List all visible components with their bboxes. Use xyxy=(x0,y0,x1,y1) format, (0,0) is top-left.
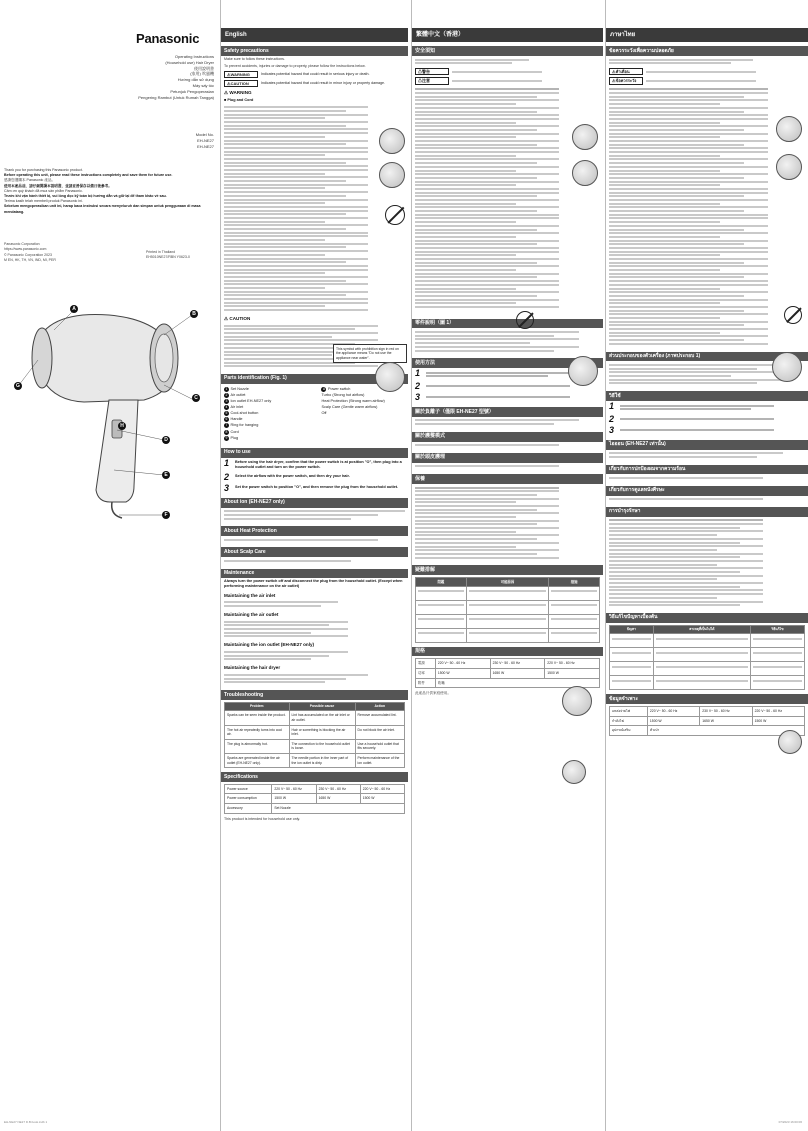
specifications-table xyxy=(415,658,600,688)
language-header: ภาษาไทย xyxy=(606,28,808,42)
corp-line: M EN, HK, TH, VN, IND, MI, PER xyxy=(4,257,56,262)
section-header: 規格 xyxy=(412,647,603,657)
plug-photo-icon xyxy=(776,116,802,142)
section-header: 保養 xyxy=(412,474,603,484)
section-header: ไอออน (EH-NE27 เท่านั้น) xyxy=(606,440,808,450)
section-header: Specifications xyxy=(221,772,408,782)
woman-drying-hair-icon xyxy=(568,356,598,386)
print-footer: 07/2023 16:00:06 xyxy=(778,1120,802,1124)
table-row: Accessory Set Nozzle xyxy=(225,804,405,814)
body-text: To prevent accidents, injuries or damage to property, please follow the instructions below. xyxy=(224,63,366,68)
maintenance-note: Always turn the power switch off and disconnect the plug from the household outlet. (Except when performing maintenance on the air outlet) xyxy=(224,579,403,589)
how-to-step: 1 xyxy=(606,401,808,414)
section-header: เกี่ยวกับการดูแลหนังศีรษะ xyxy=(606,486,808,496)
table-header: Action xyxy=(355,702,404,711)
table-row xyxy=(416,628,600,642)
callout-marker: F xyxy=(162,511,170,519)
section-header: About Scalp Care xyxy=(221,547,408,557)
instr-line: Hướng dẫn sử dụng xyxy=(177,77,214,83)
maintenance-subheading: Maintaining the air outlet xyxy=(224,611,279,617)
text-block xyxy=(412,328,582,354)
text-block xyxy=(221,618,351,640)
table-row: 附件 吹嘴 xyxy=(416,678,600,688)
power-switch-label: A Power switch xyxy=(322,386,351,391)
instr-line: Pengering Rambut (Untuk Rumah Tangga) xyxy=(138,94,214,100)
warning-legend xyxy=(221,70,408,79)
spec-note: This product is intended for household use only. xyxy=(224,816,301,821)
section-header: 使用方法 xyxy=(412,358,603,368)
section-header: Troubleshooting xyxy=(221,690,408,700)
callout-marker: B xyxy=(190,310,198,318)
switch-option: Turbo (Strong hot airflow) xyxy=(321,392,365,397)
how-to-step: 1 xyxy=(412,368,603,381)
woman-drying-hair-icon xyxy=(375,362,405,392)
table-header: 措施 xyxy=(549,578,600,587)
table-row xyxy=(610,676,805,690)
corp-line: Panasonic Corporation xyxy=(4,242,40,246)
table-row: Power consumption 1500 W 1650 W 1500 W xyxy=(225,794,405,804)
woman-drying-hair-icon xyxy=(772,352,802,382)
ion-outlet-cleaning-icon xyxy=(562,760,586,784)
spec-note: 此產品只供家庭使用。 xyxy=(415,691,451,696)
chinese-column xyxy=(411,0,603,1131)
instr-line: Máy sấy tóc xyxy=(192,82,214,88)
how-to-step: 3 xyxy=(412,392,603,403)
section-header: 疑難排解 xyxy=(412,565,603,575)
text-block xyxy=(606,517,766,609)
printed-info xyxy=(146,250,190,261)
table-row: Sparks can be seen inside the product. Lint has accumulated on the air inlet or air outlet. Remove accumulated lint. xyxy=(225,711,405,725)
table-row: Power source 220 V~ 50 - 60 Hz 230 V~ 50 - 60 Hz 220 V~ 50 - 60 Hz xyxy=(225,784,405,794)
table-header: วิธีแก้ไข xyxy=(750,625,804,634)
part-item: 6 Handle xyxy=(225,417,243,422)
table-header: สาเหตุที่เป็นไปได้ xyxy=(653,625,750,634)
text-block xyxy=(221,648,351,663)
warning-heading: ⚠ WARNING xyxy=(224,90,252,96)
text-block xyxy=(606,474,766,481)
warning-legend: ⚠คำเตือน xyxy=(606,67,808,76)
table-row xyxy=(416,600,600,614)
text-block xyxy=(606,496,766,503)
plug-photo-icon xyxy=(379,162,405,188)
text-block xyxy=(412,484,562,561)
table-header: ปัญหา xyxy=(610,625,654,634)
body-text: Make sure to follow these instructions. xyxy=(224,56,285,61)
section-header: ข้อควรระวังเพื่อความปลอดภัย xyxy=(606,46,808,56)
maintenance-subheading: Maintaining the air inlet xyxy=(224,592,276,598)
caution-legend: ⚠注意 xyxy=(412,76,603,85)
language-header: 繁體中文（香港） xyxy=(412,28,603,42)
section-header: 關於頭皮護理 xyxy=(412,453,603,463)
print-footer: EH-NE27 NE27 D.B.book.indb 1 xyxy=(4,1120,48,1124)
instr-line: Petunjuk Pengoperasian xyxy=(170,88,214,94)
language-header: English xyxy=(221,28,408,42)
text-block xyxy=(606,56,756,67)
troubleshooting-table xyxy=(224,702,405,768)
how-to-step: 2 xyxy=(606,414,808,425)
caution-desc: Indicates potential hazard that could result in minor injury or property damage. xyxy=(261,81,386,86)
section-header: Parts identification (Fig. 1) xyxy=(221,374,408,384)
thanks-line: Sebelum mengoperasikan unit ini, harap baca instruksi secara menyeluruh dan simpan untuk penggunaan di masa mendatang. xyxy=(4,204,201,214)
section-header: Safety precautions xyxy=(221,46,408,56)
text-block xyxy=(221,104,371,314)
troubleshooting-table xyxy=(609,625,805,691)
part-item: 2 Air outlet xyxy=(225,392,246,397)
caution-legend xyxy=(221,79,408,88)
how-to-step: 3 xyxy=(606,425,808,436)
section-header: How to use xyxy=(221,448,408,458)
callout-marker: D xyxy=(162,436,170,444)
instr-line: 使用說明書 xyxy=(194,65,214,71)
table-row xyxy=(610,662,805,676)
thanks-line: Terima kasih telah membeli produk Panasonic ini. xyxy=(4,199,83,204)
thanks-line: Cảm ơn quý khách đã mua sản phẩm Panasonic. xyxy=(4,188,83,193)
plug-heading: ■ Plug and Cord xyxy=(224,97,254,102)
text-block xyxy=(412,86,562,311)
plug-photo-icon xyxy=(572,124,598,150)
section-header: เกี่ยวกับการปกป้องผมจากความร้อน xyxy=(606,465,808,475)
section-header: วิธีแก้ไขปัญหาเบื้องต้น xyxy=(606,613,808,623)
model-label: Model No. xyxy=(195,132,214,137)
caution-heading: ⚠ CAUTION xyxy=(224,315,251,321)
air-inlet-cleaning-icon xyxy=(562,686,592,716)
maintenance-subheading: Maintaining the ion outlet (EH-NE27 only) xyxy=(224,642,315,648)
thanks-line: Trước khi vận hành thiết bị, vui lòng đọc kỹ toàn bộ hướng dẫn và giữ lại để tham khảo về sau. xyxy=(4,194,167,199)
callout-marker: C xyxy=(192,394,200,402)
text-block xyxy=(412,56,532,67)
model-number: EH-NE27 xyxy=(197,138,214,143)
part-item: 4 Air inlet xyxy=(225,405,244,410)
text-block xyxy=(412,463,562,470)
brand-logo: Panasonic xyxy=(136,31,200,46)
section-header: 安全須知 xyxy=(412,46,603,56)
warning-legend: ⚠警告 xyxy=(412,67,603,76)
callout-marker: G xyxy=(14,382,22,390)
plug-photo-icon xyxy=(379,128,405,154)
how-to-step: 2 Select the airflow with the power switch, and then dry your hair. xyxy=(224,471,350,482)
how-to-step: 2 xyxy=(412,381,603,392)
instr-line: (Household use) Hair Dryer xyxy=(165,59,214,65)
instr-line: (家用) 吹風機 xyxy=(190,71,214,77)
corp-url: https://www.panasonic.com xyxy=(4,247,47,252)
table-header: Problem xyxy=(225,702,290,711)
section-header: การบำรุงรักษา xyxy=(606,507,808,517)
corp-line: © Panasonic Corporation 2023 xyxy=(4,252,52,257)
troubleshooting-table xyxy=(415,577,600,643)
text-block xyxy=(606,86,771,348)
bathtub-warning-note: This symbol with prohibition sign in red on the appliance means "Do not use the appliance near water". xyxy=(333,344,407,363)
table-row: กำลังไฟ 1500 W 1650 W 1500 W xyxy=(610,716,805,726)
thanks-line: Before operating this unit, please read these instructions completely and save them for future use. xyxy=(4,173,173,178)
no-water-prohibition-icon xyxy=(516,311,534,329)
model-number: EH-NE27 xyxy=(197,144,214,149)
part-item: 7 Ring for hanging xyxy=(225,423,259,428)
table-row: แหล่งจ่ายไฟ 220 V~ 50 - 60 Hz 230 V~ 50 - 60 Hz 220 V~ 50 - 60 Hz xyxy=(610,706,805,716)
callout-marker: E xyxy=(162,471,170,479)
text-block xyxy=(221,508,408,523)
table-row: 電源 220 V~ 50 - 60 Hz 230 V~ 50 - 60 Hz 220 V~ 50 - 60 Hz xyxy=(416,659,600,669)
section-header: ส่วนประกอบของตัวเครื่อง (ภาพประกอบ 1) xyxy=(606,352,808,362)
maintenance-subheading: Maintaining the hair dryer xyxy=(224,665,281,671)
thanks-line: 感謝您選購本 Panasonic 產品。 xyxy=(4,178,56,183)
part-item: 5 Cool-shot button xyxy=(225,411,259,416)
section-header: 關於負離子（僅限 EH-NE27 型號） xyxy=(412,407,603,417)
table-row: The hot air repeatedly turns into cool air. Hair or something is blocking the air inlet. Do not block the air inlet. xyxy=(225,725,405,739)
text-block xyxy=(221,599,341,610)
printed-code: EH5010NE27/RBN Y0623-0 xyxy=(146,255,190,260)
table-row xyxy=(416,586,600,600)
text-block xyxy=(606,450,786,461)
caution-tag: ⚠CAUTION xyxy=(224,80,258,87)
air-outlet-cleaning-icon xyxy=(778,730,802,754)
part-item: 8 Cord xyxy=(225,429,239,434)
section-header: วิธีใช้ xyxy=(606,391,808,401)
table-row xyxy=(610,648,805,662)
plug-photo-icon xyxy=(572,160,598,186)
printed-line: Printed in Thailand xyxy=(146,250,176,254)
thanks-line: 使用本產品前，請仔細閱讀本說明書，並請妥善保存以備日後參考。 xyxy=(4,183,112,188)
part-item: 1 Set Nozzle xyxy=(225,386,249,391)
table-row xyxy=(610,634,805,648)
table-header: Possible cause xyxy=(289,702,355,711)
caution-legend: ⚠ข้อควรระวัง xyxy=(606,76,808,85)
model-numbers xyxy=(196,132,214,150)
parts-list xyxy=(221,384,408,444)
table-header: 問題 xyxy=(416,578,467,587)
section-header: ข้อมูลจำเพาะ xyxy=(606,694,808,704)
table-row: อุปกรณ์เสริม หัวเป่า xyxy=(610,726,805,736)
callout-marker: A xyxy=(70,305,78,313)
text-block xyxy=(606,361,786,387)
section-header: 零件說明（圖 1） xyxy=(412,319,603,329)
switch-option: Off xyxy=(321,411,327,416)
text-block xyxy=(221,557,408,564)
text-block xyxy=(221,536,408,543)
text-block xyxy=(221,671,371,686)
section-header: About Heat Protection xyxy=(221,526,408,536)
table-row: Sparks are generated inside the air outlet (EH-NE27 only). The needle portion in the inner part of the ion outlet is dirty. Perform maintenance of the ion outlet. xyxy=(225,753,405,767)
section-header: 關於護髮模式 xyxy=(412,432,603,442)
thanks-text xyxy=(4,168,214,215)
warning-tag: ⚠WARNING xyxy=(224,71,258,78)
switch-option: Heat Protection (Strong warm airflow) xyxy=(321,398,385,403)
no-water-prohibition-icon xyxy=(385,205,405,225)
specifications-table xyxy=(609,706,805,736)
english-column xyxy=(220,0,408,1131)
section-header: About ion (EH-NE27 only) xyxy=(221,498,408,508)
corporation-info xyxy=(4,242,56,263)
part-item: 3 Ion outlet EH-NE27 only xyxy=(225,398,272,403)
no-water-prohibition-icon xyxy=(784,306,802,324)
specifications-table xyxy=(224,784,405,814)
instr-line: Operating Instructions xyxy=(174,54,214,59)
table-header: 可能原因 xyxy=(466,578,549,587)
thai-column xyxy=(605,0,808,1131)
how-to-step: 3 Set the power switch to position "O", and then remove the plug from the household outlet. xyxy=(224,482,399,493)
hair-dryer-illustration xyxy=(14,290,214,520)
text-block xyxy=(412,442,562,449)
cover-column xyxy=(0,0,218,1131)
part-item: 9 Plug xyxy=(225,435,239,440)
instruction-titles xyxy=(138,54,214,100)
warning-desc: Indicates potential hazard that could result in serious injury or death. xyxy=(261,71,370,76)
table-row: The plug is abnormally hot. The connection to the household outlet is loose. Use a household outlet that fits securely. xyxy=(225,739,405,753)
how-to-step: 1 Before using the hair dryer, confirm that the power switch is at position "O", then plug into a household outlet and turn on the power switch. xyxy=(224,457,402,469)
section-header: Maintenance xyxy=(221,569,408,579)
text-block xyxy=(412,417,582,428)
callout-marker: H xyxy=(118,422,126,430)
table-row xyxy=(416,614,600,628)
switch-option: Scalp Care (Gentle warm airflow) xyxy=(321,405,378,410)
thanks-line: Thank you for purchasing this Panasonic product. xyxy=(4,168,83,172)
table-row: 功率 1500 W 1650 W 1500 W xyxy=(416,668,600,678)
plug-photo-icon xyxy=(776,154,802,180)
